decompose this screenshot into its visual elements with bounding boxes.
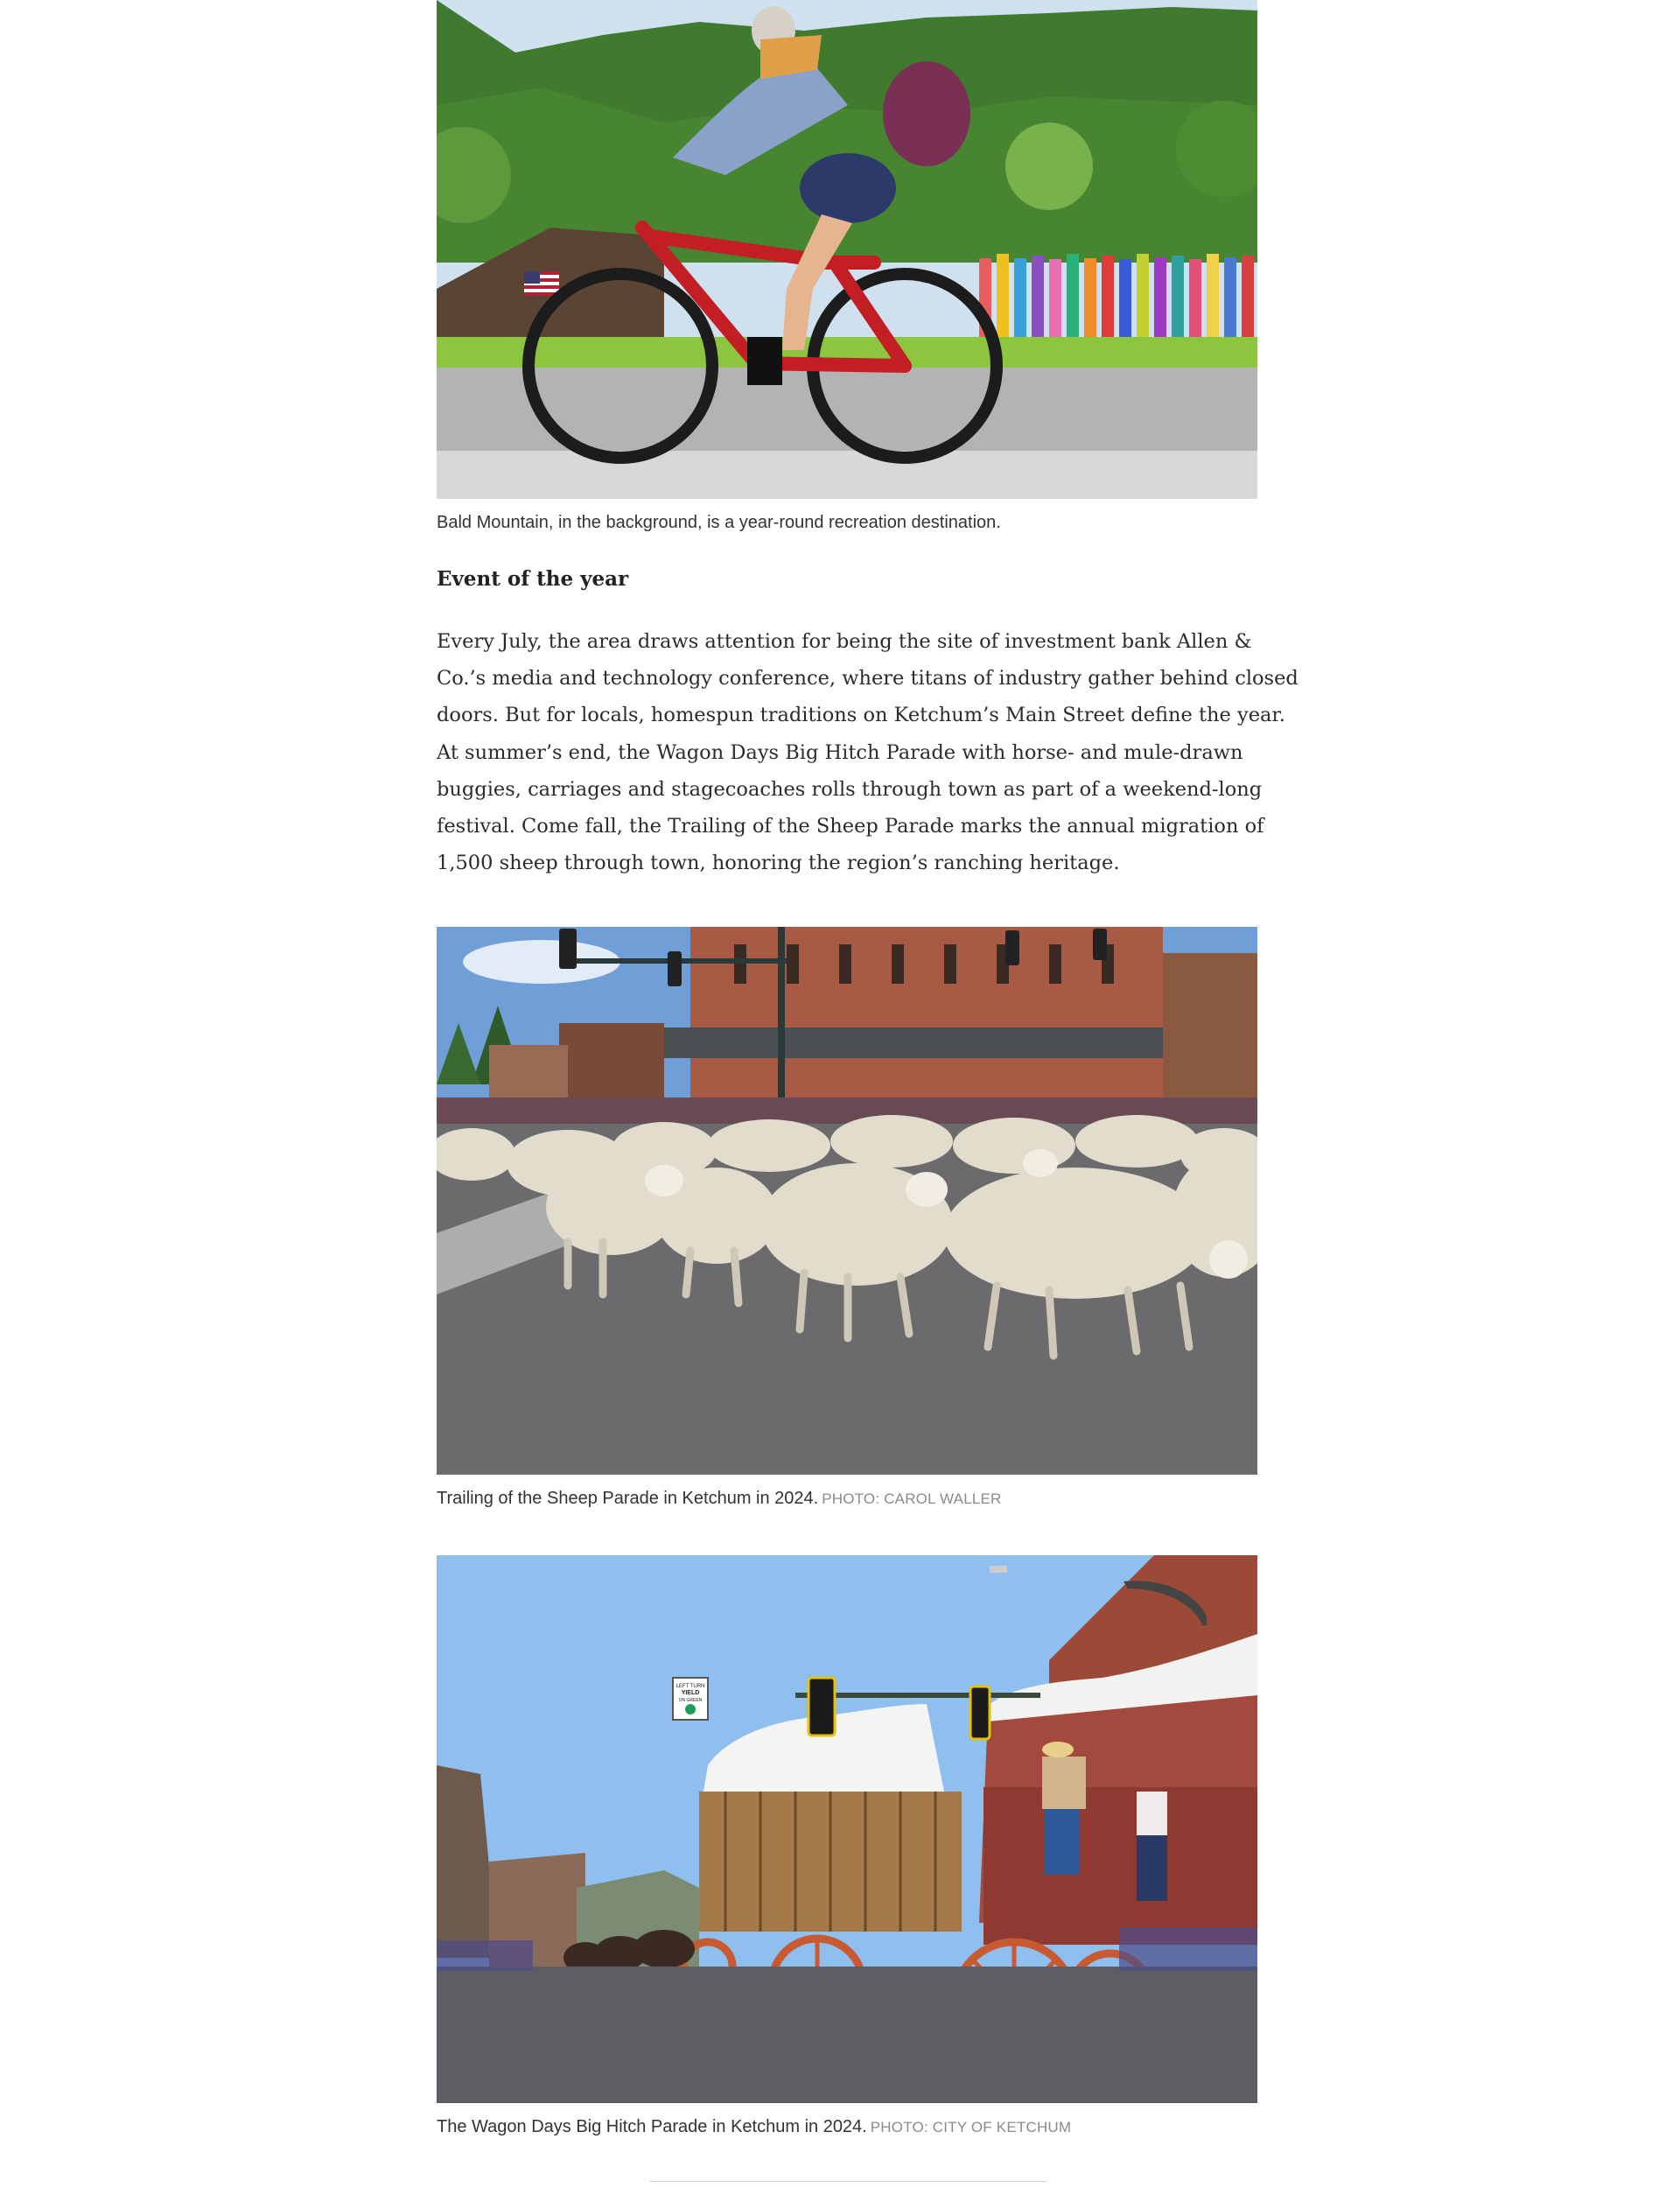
paragraph-line: At summer’s end, the Wagon Days Big Hitch Parade with horse- and mule-drawn — [437, 740, 1243, 764]
caption-text: Bald Mountain, in the background, is a year-round recreation destination. — [437, 513, 1001, 532]
article-paragraph — [437, 623, 1298, 881]
wagon-parade-photo — [437, 1555, 1257, 2103]
caption-text: Trailing of the Sheep Parade in Ketchum in 2024. — [437, 1489, 819, 1508]
wagon-parade-caption — [437, 2115, 1257, 2139]
caption-text: The Wagon Days Big Hitch Parade in Ketchum in 2024. — [437, 2117, 867, 2136]
sign-text: YIELD — [681, 1690, 700, 1696]
sign-text: LEFT TURN — [676, 1684, 705, 1689]
paragraph-line: 1,500 sheep through town, honoring the region’s ranching heritage. — [437, 852, 1120, 875]
sheep-parade-caption — [437, 1487, 1257, 1511]
bike-photo-caption — [437, 511, 1257, 534]
paragraph-line: festival. Come fall, the Trailing of the Sheep Parade marks the annual migration of — [437, 815, 1264, 838]
section-divider — [649, 2181, 1046, 2182]
paragraph-line: Co.’s media and technology conference, where titans of industry gather behind closed — [437, 667, 1298, 691]
section-heading: Event of the year — [437, 567, 629, 591]
paragraph-line: buggies, carriages and stagecoaches rolls through town as part of a weekend-long — [437, 777, 1263, 801]
photo-credit: PHOTO: CITY OF KETCHUM — [870, 2119, 1072, 2135]
paragraph-line: Every July, the area draws attention for being the site of investment bank Allen & — [437, 630, 1252, 653]
bike-photo — [437, 0, 1257, 499]
paragraph-line: doors. But for locals, homespun traditions on Ketchum’s Main Street define the year. — [437, 704, 1285, 727]
sheep-parade-photo — [437, 927, 1257, 1475]
sign-text: ON GREEN — [678, 1698, 703, 1703]
photo-credit: PHOTO: CAROL WALLER — [822, 1490, 1002, 1507]
